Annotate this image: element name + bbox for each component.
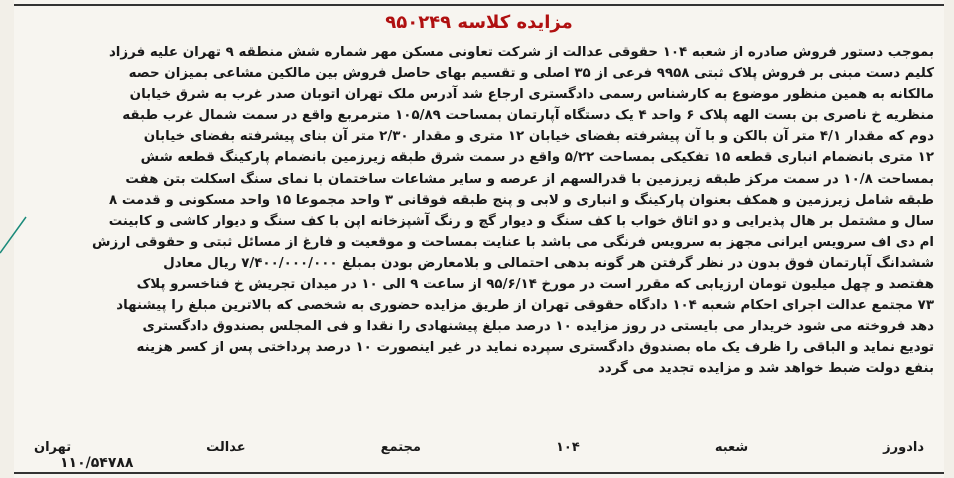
notice-body <box>26 42 934 380</box>
notice-title: مزایده کلاسه ۹۵۰۲۴۹ <box>385 12 573 33</box>
top-rule <box>14 4 944 6</box>
body-line: کلیم دست مبنی بر فروش پلاک ثبتی ۹۹۵۸ فرعی از ۳۵ اصلی و تقسیم بهای حاصل فروش بین مالکین مشاعی بمیزان حصه <box>128 66 934 82</box>
signature-word: مجتمع <box>380 440 421 455</box>
notice-page <box>14 0 944 478</box>
body-line: بموجب دستور فروش صادره از شعبه ۱۰۴ حقوقی عدالت از شرکت تعاونی مسکن مهر شماره شش منطقه ۹ تهران علیه فرزاد <box>108 45 934 60</box>
body-line: بنفع دولت ضبط خواهد شد و مزایده تجدید می گردد <box>597 361 934 377</box>
body-line: سال و مشتمل بر هال پذیرایی و دو اتاق خواب با کف سنگ و دیوار گچ و رنگ آشپزخانه اپن با کف سنگ و دیوار کاشی و کابینت <box>108 213 934 229</box>
body-line: مالکانه به همین منظور موضوع به کارشناس رسمی دادگستری ارجاع شد آدرس ملک تهران اتوبان صدر غرب به شرق خیابان <box>129 87 934 103</box>
body-line: هفتصد و چهل میلیون تومان ارزیابی که مقرر است در مورخ ۹۵/۶/۱۴ از ساعت ۹ الی ۱۰ در میدان تجریش خ فناخسرو پلاک <box>136 277 934 293</box>
signature-row <box>34 440 924 455</box>
body-line: ۱۲ متری بانضمام انباری قطعه ۱۵ تفکیکی بمساحت ۵/۲۲ واقع در سمت شرق طبقه زیرزمین بانضمام پارکینگ قطعه شش <box>140 150 934 166</box>
signature-word: شعبه <box>714 440 749 455</box>
body-line: دهد فروخته می شود خریدار می بایستی در روز مزایده ۱۰ درصد مبلغ پیشنهادی را نقدا و فی المجلس بصندوق دادگستری <box>142 319 934 335</box>
signature-word: عدالت <box>206 440 246 455</box>
body-line: ام دی اف سرویس ایرانی مجهز به سرویس فرنگی می باشد با عنایت بمساحت و موقعیت و فارغ از مسائل ثبتی و حقوقی ارزش <box>92 234 934 250</box>
body-line: منظریه خ ناصری بن بست الهه پلاک ۶ واحد ۴ یک دستگاه آپارتمان بمساحت ۱۰۵/۸۹ مترمربع واقع در سمت شمال غرب طبقه <box>122 108 934 124</box>
body-line: ششدانگ آپارتمان فوق بدون در نظر گرفتن هر گونه بدهی احتمالی و بلامعارض بودن بمبلغ ۷/۴۰۰/۰۰۰/۰۰۰ ریال معادل <box>163 255 934 271</box>
pen-mark-icon <box>0 215 30 255</box>
body-line: تودیع نماید و الباقی را ظرف یک ماه بصندوق دادگستری سپرده نماید در غیر اینصورت ۱۰ درصد پرداختی پس از کسر هزینه <box>136 340 934 356</box>
body-line: ۷۳ مجتمع عدالت اجرای احکام شعبه ۱۰۴ دادگاه حقوقی تهران از طریق مزایده حضوری به شخصی که بالاترین مبلغ را پیشنهاد <box>116 298 934 314</box>
signature-word: ۱۰۴ <box>555 440 580 455</box>
signature-word: تهران <box>34 440 72 455</box>
notice-code: ۱۱۰/۵۴۷۸۸ <box>60 455 134 471</box>
body-line: دوم که مقدار ۴/۱ متر آن بالکن و با آن پیشرفته بفضای خیابان ۱۲ متری و مقدار ۲/۳۰ متر آن بنای پیشرفته بفضای خیابان <box>143 129 934 145</box>
body-line: بمساحت ۱۰/۸ در سمت مرکز طبقه زیرزمین با قدرالسهم از عرصه و سایر مشاعات ساختمان با نمای سنگ اسکلت بتن هفت <box>125 171 934 187</box>
bottom-rule <box>14 472 944 474</box>
signature-word: دادورز <box>883 440 924 455</box>
body-line: طبقه شامل زیرزمین و همکف بعنوان پارکینگ و انباری و لابی و پنج طبقه فوقانی ۳ واحد مجموعا ۱۵ واحد مسکونی و قدمت ۸ <box>109 192 934 208</box>
